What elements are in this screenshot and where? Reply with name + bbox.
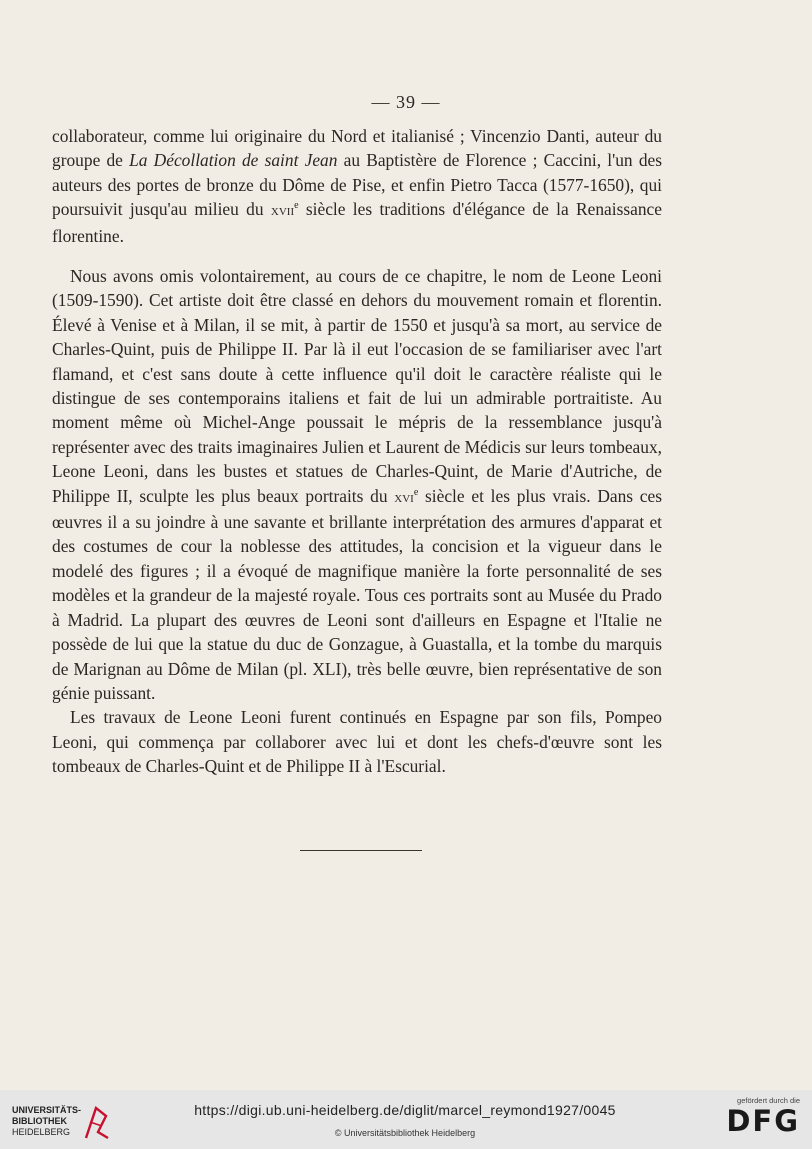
logo-line-2: BIBLIOTHEK: [12, 1116, 67, 1126]
italic-title: La Décollation de saint Jean: [129, 150, 338, 171]
paragraph-3: Les travaux de Leone Leoni furent continués en Espagne par son fils, Pompeo Leoni, qui commença par collaborer avec lui et dont les chefs-d'œuvre sont les tombeaux de Charles-Quint et de Philippe II à l'Escurial.: [52, 707, 662, 777]
end-rule: [300, 850, 422, 851]
source-url[interactable]: https://digi.ub.uni-heidelberg.de/diglit/marcel_reymond1927/0045: [194, 1102, 616, 1118]
page-number: — 39 —: [371, 92, 441, 112]
logo-line-1: UNIVERSITÄTS-: [12, 1105, 82, 1115]
library-emblem-icon: [82, 1102, 110, 1142]
copyright-notice: © Universitätsbibliothek Heidelberg: [334, 1128, 476, 1138]
paragraph-2: Nous avons omis volontairement, au cours de ce chapitre, le nom de Leone Leoni (1509-1590). Cet artiste doit être classé en dehors du mouvement romain et florentin. Élevé à Venise et à Milan, il se mit, à partir de 1550 et jusqu'à sa mort, au service de Charles-Quint, puis de Philippe II. Par là il eut l'occasion de se familiariser avec l'art flamand, et c'est sans doute à cette influence qu'il doit le caractère réaliste qui le distingue de ses contemporains italiens et fait de lui un admirable portraitiste. Au moment même où Michel-Ange poussait le mépris de la ressemblance jusqu'à représenter avec des traits imaginaires Julien et Laurent de Médicis sur leurs tombeaux, Leone Leoni, dans les bustes et statues de Charles-Quint, de Marie d'Autriche, de Philippe II, sculpte les plus beaux portraits du xvi$^e$ siècle et les plus vrais. Dans ces œuvres il a su joindre à une savante et brillante interprétation des armures d'apparat et des costumes de cour la noblesse des attitudes, la concision et la vigueur dans le modelé des figures ; il a évoqué de magnifique manière la forte personnalité de ses modèles et la grandeur de la majesté royale. Tous ces portraits sont au Musée du Prado à Madrid. La plupart des œuvres de Leoni sont d'ailleurs en Espagne et l'Italie ne possède de lui que la statue du duc de Gonzague, à Guastalla, et la tombe du marquis de Marignan au Dôme de Milan (pl. XLI), très belle œuvre, bien représentative de son génie puissant. Les travaux de Leone Leoni furent continués en Espagne par son fils, Pompeo Leoni, qui commença par collaborer avec lui et dont les chefs-d'œuvre sont les tombeaux de Charles-Quint et de Philippe II à l'Escurial.: [52, 264, 662, 779]
dfg-sponsor[interactable]: [710, 1096, 800, 1137]
logo-line-3: HEIDELBERG: [12, 1127, 71, 1137]
dfg-logo: DFG: [726, 1104, 800, 1138]
footer-bar: [0, 1090, 812, 1149]
paragraph-1: collaborateur, comme lui originaire du Nord et italianisé ; Vincenzio Danti, auteur du groupe de La Décollation de saint Jean au Baptistère de Florence ; Caccini, l'un des auteurs des portes de bronze du Dôme de Pise, et enfin Pietro Tacca (1577-1650), qui poursuivit jusqu'au milieu du xvii$^e$ siècle les traditions d'élégance de la Renaissance florentine.: [52, 126, 663, 246]
sponsor-label: gefördert durch die: [737, 1096, 800, 1105]
ub-heidelberg-logo[interactable]: [12, 1102, 132, 1142]
